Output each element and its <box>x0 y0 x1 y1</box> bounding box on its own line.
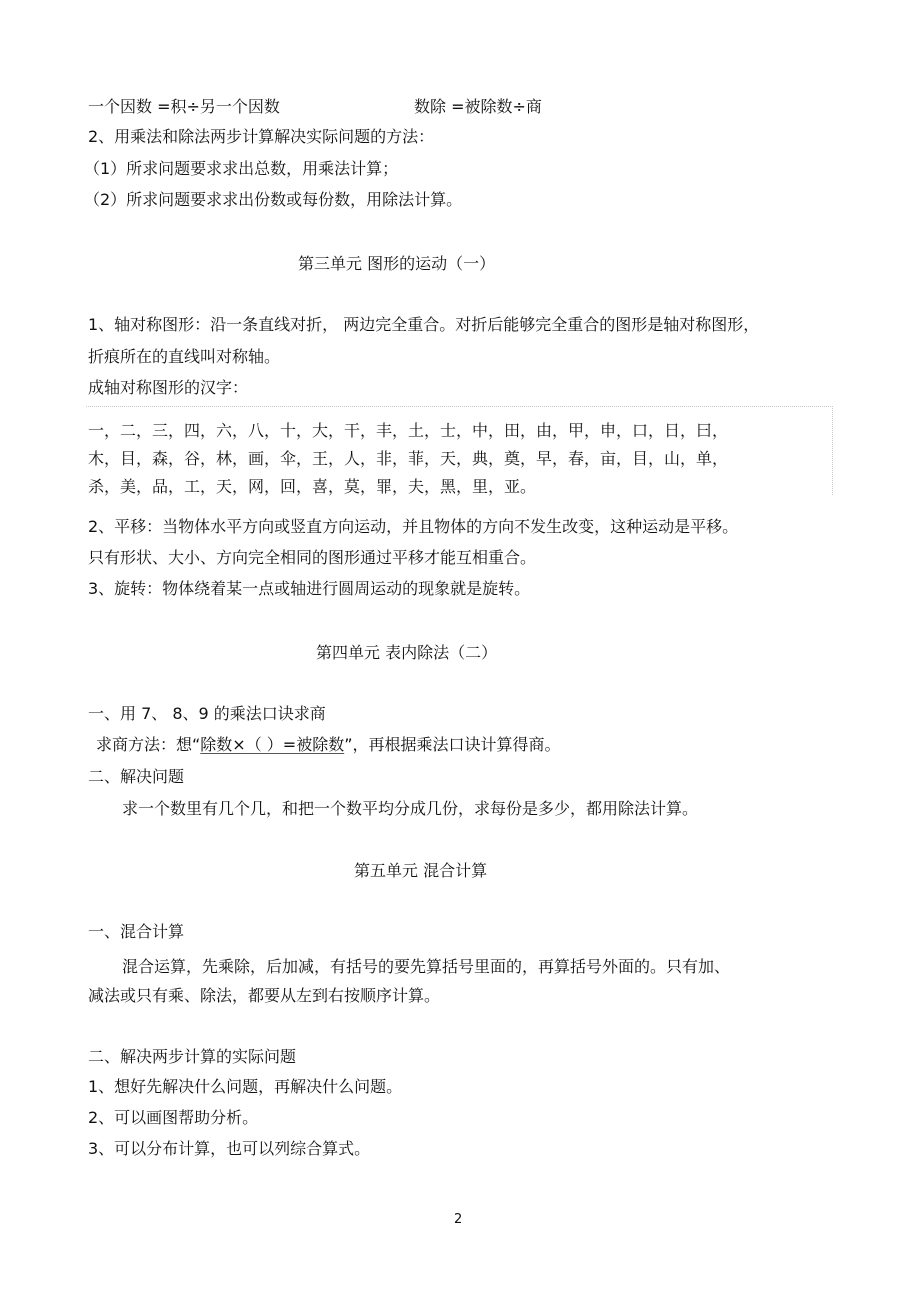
unit3-axis-definition: 折痕所在的直线叫对称轴。 <box>88 347 281 366</box>
method-heading: 2、用乘法和除法两步计算解决实际问题的方法： <box>88 127 435 146</box>
unit5-rule-line-1: 混合运算，先乘除，后加减，有括号的要先算括号里面的，再算括号外面的。只有加、 <box>122 957 731 976</box>
unit5-rule-line-2: 减法或只有乘、除法，都要从左到右按顺序计算。 <box>88 986 441 1005</box>
unit3-axis-symmetry: 1、轴对称图形：沿一条直线对折， 两边完全重合。对折后能够完全重合的图形是轴对称图形， <box>88 315 760 334</box>
unit3-rotation: 3、旋转：物体绕着某一点或轴进行圆周运动的现象就是旋转。 <box>88 579 531 598</box>
unit5-item-1: 一、混合计算 <box>88 922 185 941</box>
method-item-2: （2）所求问题要求求出份数或每份数，用除法计算。 <box>84 190 463 209</box>
symmetric-chars-row-3: 杀，美，品，工，天，网，回，喜，莫，罪，夫，黑，里，亚。 <box>88 477 537 496</box>
unit5-step-1: 1、想好先解决什么问题，再解决什么问题。 <box>88 1077 403 1096</box>
formula-factor: 一个因数 =积÷另一个因数 <box>88 97 280 116</box>
unit5-step-2: 2、可以画图帮助分析。 <box>88 1108 259 1127</box>
unit3-chars-heading: 成轴对称图形的汉字： <box>88 378 249 397</box>
unit3-translation: 2、平移：当物体水平方向或竖直方向运动，并且物体的方向不发生改变，这种运动是平移。 <box>88 517 739 536</box>
symmetric-chars-row-2: 木，目，森，谷，林，画，伞，王，人，非，菲，天，典，奠，早，春，亩，目，山，单， <box>88 449 729 468</box>
unit4-method <box>96 734 561 756</box>
unit4-method-formula: 除数×（ ）=被除数 <box>200 735 345 754</box>
unit4-title: 第四单元 表内除法（二） <box>316 643 498 662</box>
page-number: 2 <box>454 1212 463 1227</box>
unit4-method-prefix: 求商方法：想“ <box>96 735 201 754</box>
unit3-title: 第三单元 图形的运动（一） <box>298 254 496 273</box>
formula-divisor: 数除 =被除数÷商 <box>414 97 542 116</box>
unit3-translation-note: 只有形状、大小、方向完全相同的图形通过平移才能互相重合。 <box>88 548 537 567</box>
unit4-item-2: 二、解决问题 <box>88 767 185 786</box>
unit4-division-note: 求一个数里有几个几，和把一个数平均分成几份，求每份是多少，都用除法计算。 <box>122 799 699 818</box>
unit5-step-3: 3、可以分布计算，也可以列综合算式。 <box>88 1139 371 1158</box>
unit4-method-suffix: ”，再根据乘法口诀计算得商。 <box>344 735 561 754</box>
symmetric-chars-row-1: 一，二，三，四，六，八，十，大，干，丰，土，士，中，田，由，甲，申，口，日，曰， <box>88 421 729 440</box>
method-item-1: （1）所求问题要求求出总数，用乘法计算； <box>84 159 399 178</box>
unit4-item-1: 一、用 7、 8、9 的乘法口诀求商 <box>88 704 326 723</box>
unit5-title: 第五单元 混合计算 <box>354 861 488 880</box>
unit5-item-2: 二、解决两步计算的实际问题 <box>88 1047 297 1066</box>
